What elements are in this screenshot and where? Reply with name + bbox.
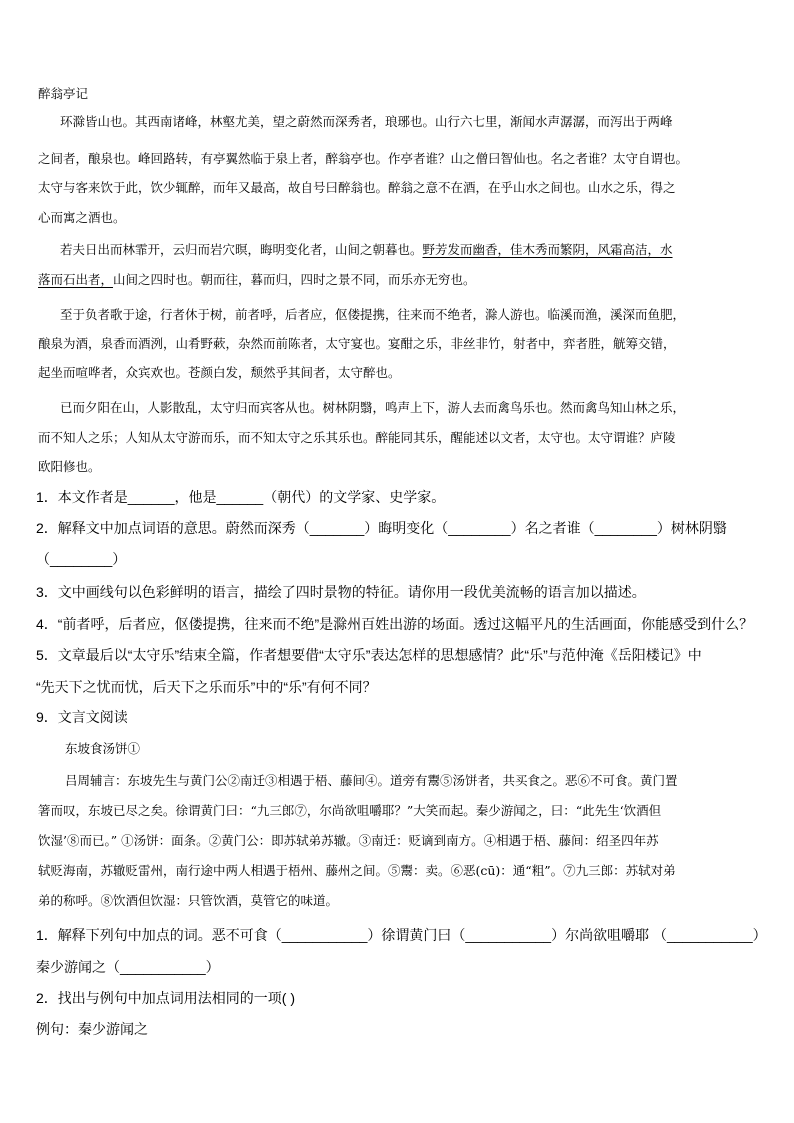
passage-line: 之间者，酿泉也。峰回路转，有亭翼然临于泉上者，醉翁亭也。作亭者谁？山之僧曰智仙也。名之者谁？太守自谓也。 [38,151,689,166]
question-5-cont: “先天下之忧而忧，后天下之乐而乐”中的“乐”有何不同？ [36,679,377,695]
section-heading: 9．文言文阅读 [36,709,128,725]
question-1: 1．解释下列句中加点的词。恶不可食（___________）徐谓黄门曰（___________）尔尚欲咀嚼耶 （___________） [36,927,767,943]
passage-line: 起坐而喧哗者，众宾欢也。苍颜白发，颓然乎其间者，太守醉也。 [38,365,401,380]
question-2: 2．找出与例句中加点词用法相同的一项( ) [36,990,295,1006]
passage-line: 至于负者歌于途，行者休于树，前者呼，后者应，伛偻提携，往来而不绝者，滁人游也。临溪而渔，溪深而鱼肥， [60,307,686,322]
passage-title: 醉翁亭记 [38,86,89,101]
passage-line: 欧阳修也。 [38,459,101,474]
question-5: 5．文章最后以“太守乐”结束全篇，作者想要借“太守乐”表达怎样的思想感情？此“乐”与范仲淹《岳阳楼记》中 [36,647,702,663]
question-4: 4．“前者呼，后者应，伛偻提携，往来而不绝”是滁州百姓出游的场面。透过这幅平凡的生活画面，你能感受到什么？ [36,616,754,632]
example-sentence: 例句：秦少游闻之 [36,1021,148,1037]
passage-title: 东坡食汤饼① [65,741,141,756]
passage-line: 吕周辅言：东坡先生与黄门公②南迁③相遇于梧、藤间④。道旁有鬻⑤汤饼者，共买食之。恶⑥不可食。黄门置 [65,773,678,788]
passage-line: 而不知人之乐；人知从太守游而乐，而不知太守之乐其乐也。醉能同其乐，醒能述以文者，太守也。太守谓谁？庐陵 [38,430,676,445]
question-3: 3．文中画线句以色彩鲜明的语言，描绘了四时景物的特征。请你用一段优美流畅的语言加以描述。 [36,584,646,600]
passage-line: 箸而叹，东坡已尽之矣。徐谓黄门曰：“九三郎⑦，尔尚欲咀嚼耶？”大笑而起。秦少游闻之，曰：“此先生‘饮酒但 [38,803,662,818]
passage-line: 心而寓之酒也。 [38,210,126,225]
passage-line: 弟的称呼。⑧饮酒但饮湿：只管饮酒，莫管它的味道。 [38,893,339,908]
underlined-sentence: 落而石出者， [38,272,114,287]
underlined-sentence: 野芳发而幽香，佳木秀而繁阴，风霜高洁，水 [422,242,673,257]
passage-line: 轼贬海南，苏辙贬雷州，南行途中两人相遇于梧州、藤州之间。⑤鬻：卖。⑥恶(cū)：通“粗”。⑦九三郎：苏轼对弟 [38,863,676,878]
passage-text: 若夫日出而林霏开，云归而岩穴暝，晦明变化者，山间之朝暮也。 [60,242,423,257]
question-2-cont: （________） [36,551,127,567]
passage-line: 酿泉为酒，泉香而酒洌，山肴野蔌，杂然而前陈者，太守宴也。宴酣之乐，非丝非竹，射者中，弈者胜，觥筹交错， [38,336,676,351]
question-1-cont: 秦少游闻之（___________） [36,959,220,975]
passage-line: 饮湿’⑧而已。” ①汤饼：面条。②黄门公：即苏轼弟苏辙。③南迁：贬谪到南方。④相遇于梧、藤间：绍圣四年苏 [38,833,659,848]
question-1: 1．本文作者是______，他是______（朝代）的文学家、史学家。 [36,489,446,505]
passage-text: 山间之四时也。朝而往，暮而归，四时之景不同，而乐亦无穷也。 [113,272,476,287]
passage-line: 已而夕阳在山，人影散乱，太守归而宾客从也。树林阴翳，鸣声上下，游人去而禽鸟乐也。然而禽鸟知山林之乐， [60,400,686,415]
passage-line: 环滁皆山也。其西南诸峰，林壑尤美，望之蔚然而深秀者，琅琊也。山行六七里，渐闻水声潺潺，而泻出于两峰 [60,114,673,129]
question-2: 2．解释文中加点词语的意思。蔚然而深秀（_______）晦明变化（________）名之者谁（________）树林阴翳 [36,520,727,536]
passage-line [38,270,476,288]
passage-line: 太守与客来饮于此，饮少辄醉，而年又最高，故自号曰醉翁也。醉翁之意不在酒，在乎山水之间也。山水之乐，得之 [38,180,676,195]
passage-line [60,240,673,258]
